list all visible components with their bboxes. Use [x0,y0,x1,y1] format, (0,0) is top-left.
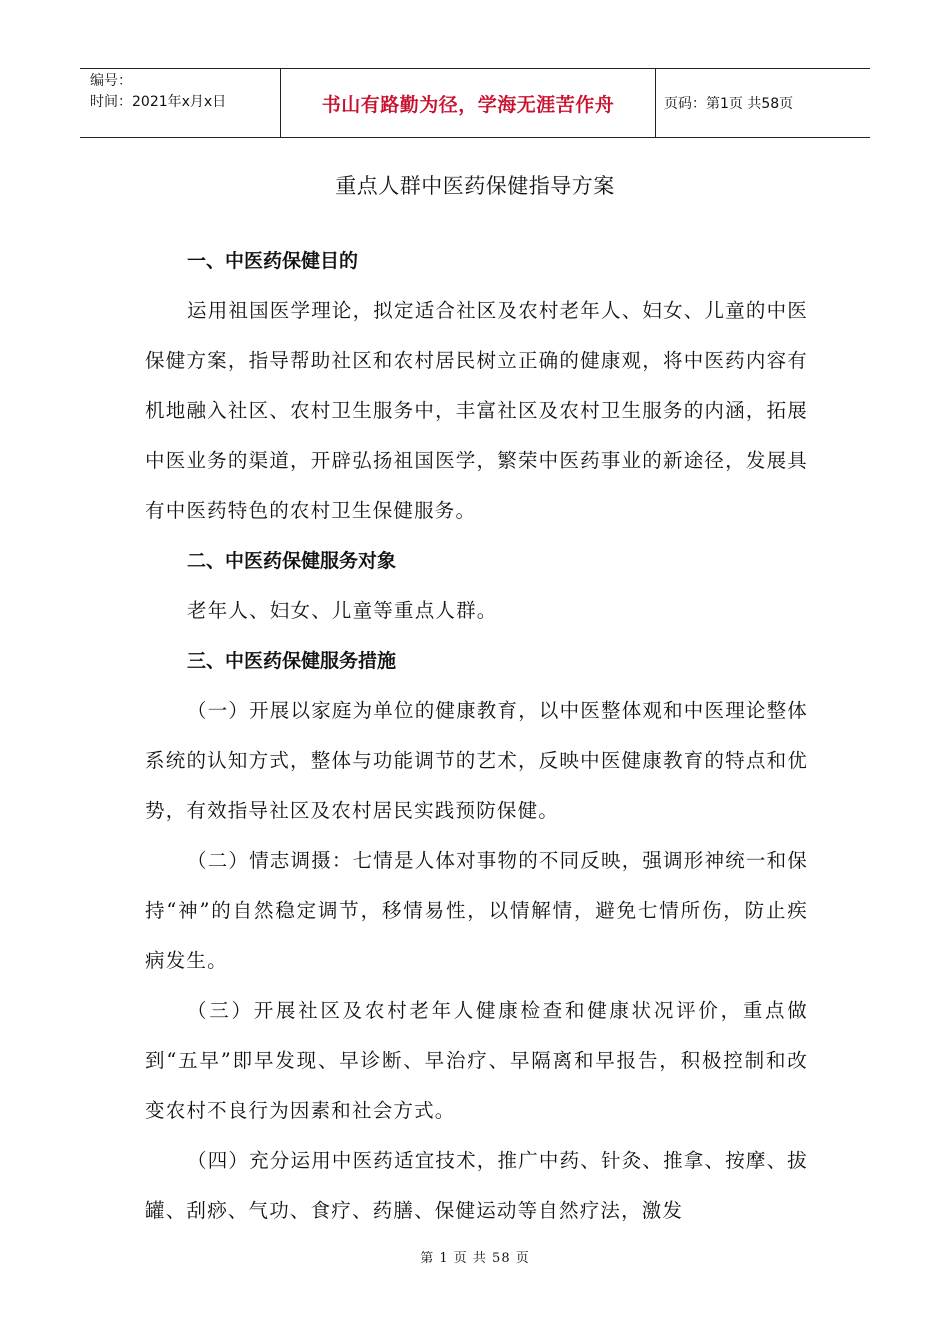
date-text: 时间：2021年x月x日 [90,94,227,110]
header-page-info: 页码：第1页 共58页 [664,96,794,112]
paragraph: 运用祖国医学理论，拟定适合社区及农村老年人、妇女、儿童的中医保健方案，指导帮助社区和农村居民树立正确的健康观，将中医药内容有机地融入社区、农村卫生服务中，丰富社区及农村卫生服务的内涵，拓展中医业务的渠道，开辟弘扬祖国医学，繁荣中医药事业的新途径，发展具有中医药特色的农村卫生保健服务。 [145,299,809,522]
paragraph: （一）开展以家庭为单位的健康教育，以中医整体观和中医理论整体系统的认知方式，整体与功能调节的艺术，反映中医健康教育的特点和优势，有效指导社区及农村居民实践预防保健。 [145,699,809,822]
code-label: 编号： [90,73,132,89]
section-heading: 一、中医药保健目的 [187,250,359,272]
document-body [145,236,808,1236]
paragraph: （四）充分运用中医药适宜技术，推广中药、针灸、推拿、按摩、拔罐、刮痧、气功、食疗、药膳、保健运动等自然疗法，激发 [145,1149,809,1222]
paragraph: （三）开展社区及农村老年人健康检查和健康状况评价，重点做到“五早”即早发现、早诊断、早治疗、早隔离和早报告，积极控制和改变农村不良行为因素和社会方式。 [145,999,808,1122]
section-heading: 三、中医药保健服务措施 [187,650,397,672]
page-footer: 第 1 页 共 58 页 [420,1251,530,1266]
header-motto: 书山有路勤为径，学海无涯苦作舟 [280,69,656,137]
section-heading: 二、中医药保健服务对象 [187,550,397,572]
paragraph: （二）情志调摄：七情是人体对事物的不同反映，强调形神统一和保持“神”的自然稳定调节，移情易性，以情解情，避免七情所伤，防止疾病发生。 [145,849,809,972]
header-meta [80,69,280,137]
paragraph: 老年人、妇女、儿童等重点人群。 [187,599,498,622]
document-title: 重点人群中医药保健指导方案 [335,174,615,198]
header-table [80,68,870,138]
